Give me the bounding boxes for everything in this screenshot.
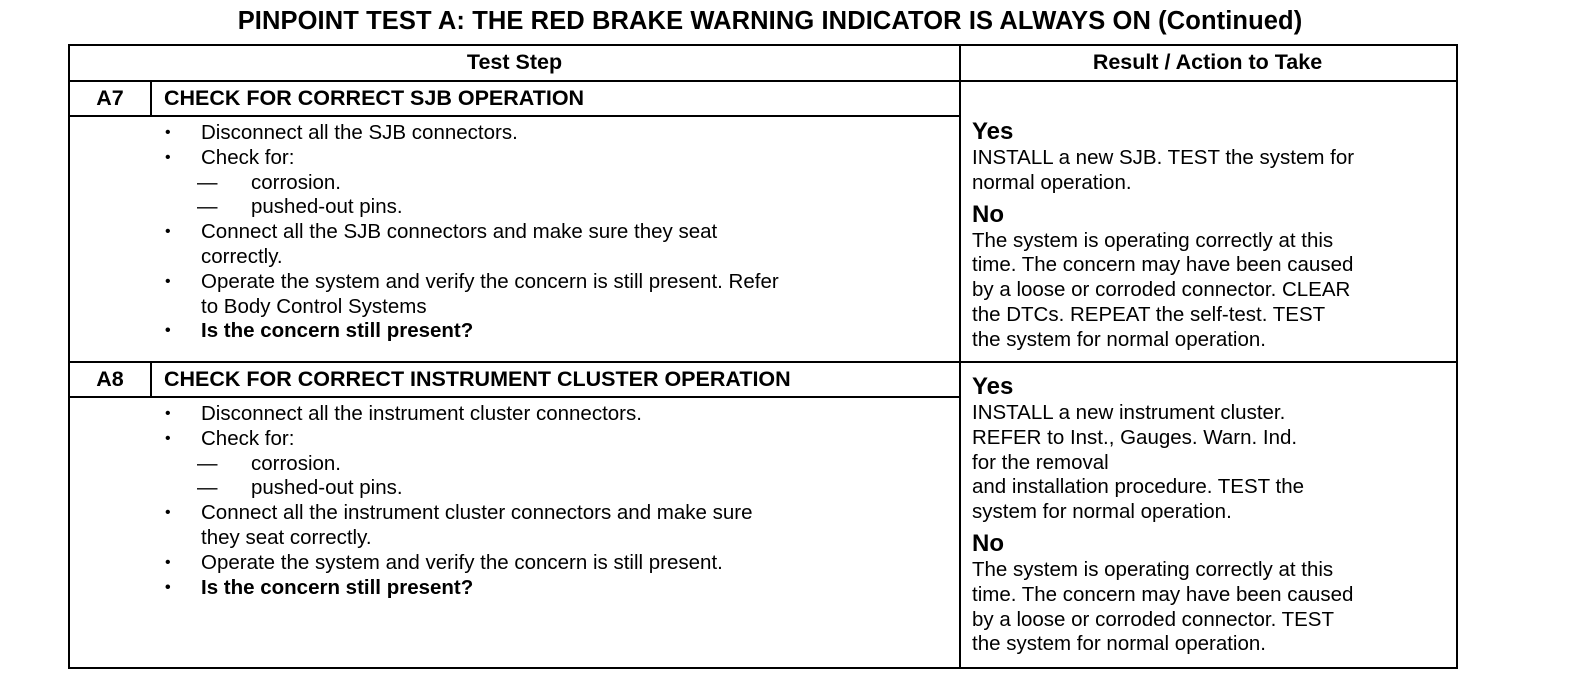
list-item-continuation: correctly. (201, 244, 283, 268)
result-yes-label: Yes (972, 373, 1014, 400)
list-item: • Connect all the instrument cluster connectors and make sure (165, 501, 753, 526)
list-item: • Check for: (165, 146, 779, 171)
list-item-continuation: to Body Control Systems (201, 294, 427, 318)
step-id: A8 (96, 367, 124, 391)
result-no-label: No (972, 200, 1004, 228)
list-sub-item: — corrosion. (165, 452, 753, 477)
question-item: • Is the concern still present? (165, 576, 753, 601)
list-item: • Operate the system and verify the concern is still present. Refer (165, 270, 779, 295)
page-title: PINPOINT TEST A: THE RED BRAKE WARNING INDICATOR IS ALWAYS ON (Continued) (237, 7, 1303, 35)
column-divider (959, 44, 961, 667)
header-test-step: Test Step (466, 50, 563, 74)
list-item: • Disconnect all the SJB connectors. (165, 121, 779, 146)
step-a7-title-divider (68, 115, 960, 117)
question-item: • Is the concern still present? (165, 319, 779, 344)
header-result: Result / Action to Take (1092, 50, 1323, 74)
list-item: • Check for: (165, 427, 753, 452)
result-yes-label: Yes (972, 118, 1014, 145)
result-no-text: The system is operating correctly at this time. The concern may have been caused by a loose or corroded connector. CLEAR the DTCs. REPEAT the self-test. TEST the system for normal operation. (972, 228, 1354, 351)
list-sub-item: — corrosion. (165, 171, 779, 196)
list-item: • Operate the system and verify the concern is still present. (165, 551, 753, 576)
step-a8-checklist (165, 402, 753, 600)
result-no-label: No (972, 529, 1004, 557)
step-a7-id-divider (150, 81, 152, 116)
list-sub-item: — pushed-out pins. (165, 476, 753, 501)
list-item-continuation: they seat correctly. (201, 525, 372, 549)
step-a7-checklist (165, 121, 779, 344)
step-a7-results (972, 118, 1354, 358)
result-yes-text: INSTALL a new SJB. TEST the system for normal operation. (972, 146, 1355, 194)
result-no-text: The system is operating correctly at this time. The concern may have been caused by a loose or corroded connector. TEST the system for normal operation. (972, 557, 1354, 656)
step-a8-results (972, 373, 1353, 662)
step-title: CHECK FOR CORRECT INSTRUMENT CLUSTER OPERATION (164, 367, 791, 391)
step-id: A7 (96, 86, 124, 110)
step-a8-title-divider (68, 396, 960, 398)
result-yes-text: INSTALL a new instrument cluster. REFER to Inst., Gauges. Warn. Ind. for the removal and installation procedure. TEST the system for normal operation. (972, 401, 1305, 524)
list-sub-item: — pushed-out pins. (165, 195, 779, 220)
list-item: • Disconnect all the instrument cluster connectors. (165, 402, 753, 427)
list-item: • Connect all the SJB connectors and make sure they seat (165, 220, 779, 245)
step-title: CHECK FOR CORRECT SJB OPERATION (164, 86, 585, 110)
step-a8-id-divider (150, 362, 152, 397)
